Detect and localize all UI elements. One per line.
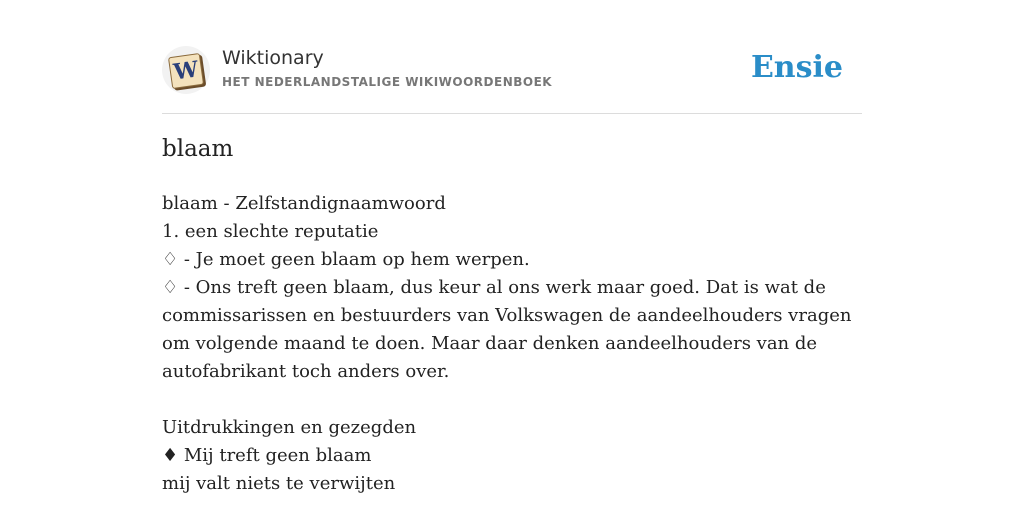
ensie-brand-link[interactable]: Ensie — [750, 50, 843, 85]
site-header — [162, 44, 862, 114]
site-subtitle: HET NEDERLANDSTALIGE WIKIWOORDENBOEK — [222, 75, 553, 89]
expressions-heading: Uitdrukkingen en gezegden — [162, 417, 417, 438]
wiktionary-logo-icon — [168, 53, 204, 89]
spacer — [162, 386, 862, 414]
definition: 1. een slechte reputatie — [162, 221, 379, 242]
example-sentence: ♢ - Ons treft geen blaam, dus keur al ons werk maar goed. Dat is wat de commissarissen en bestuurders van Volkswagen de aandeelhouders vragen om volgende maand te doen. Maar daar denken aandeelhouders van de autofabrikant toch anders over. — [162, 277, 852, 382]
page-title: blaam — [162, 136, 234, 162]
expression-meaning: mij valt niets te verwijten — [162, 473, 396, 494]
entry-heading: blaam - Zelfstandignaamwoord — [162, 193, 446, 214]
wiktionary-logo[interactable] — [162, 46, 210, 94]
expression: ♦ Mij treft geen blaam — [162, 445, 372, 466]
example-sentence: ♢ - Je moet geen blaam op hem werpen. — [162, 249, 530, 270]
logo-letter: W — [171, 56, 201, 86]
entry-content — [162, 190, 862, 498]
site-name[interactable]: Wiktionary — [222, 47, 324, 69]
